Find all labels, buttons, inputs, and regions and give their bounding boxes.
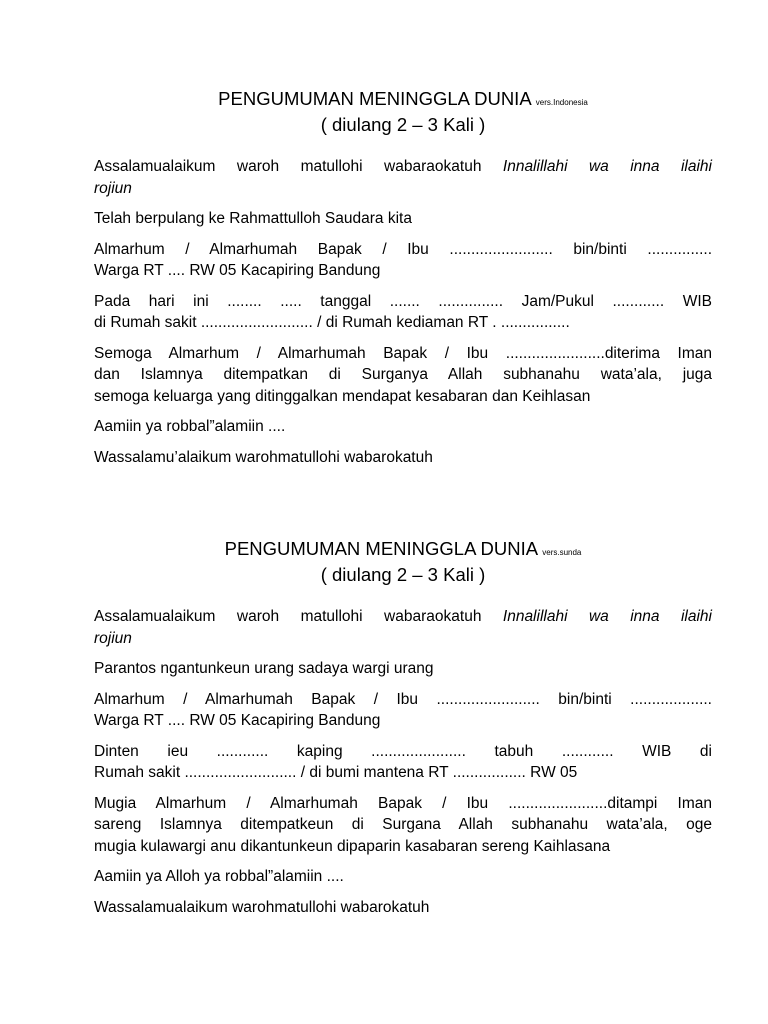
amen-line: Aamiin ya robbal”alamiin ....: [94, 418, 286, 435]
greeting-line-1: [94, 156, 712, 178]
greeting-text: Assalamualaikum waroh matullohi wabaraokatuh: [94, 158, 503, 175]
announcement-indonesia: [94, 88, 712, 477]
deceased-paragraph: [94, 689, 712, 732]
time-place-paragraph: [94, 291, 712, 334]
announcement-title: [94, 538, 712, 564]
prayer-line-1: Semoga Almarhum / Almarhumah Bapak / Ibu .......................diterima Iman: [94, 344, 712, 362]
prayer-line-1: Mugia Almarhum / Almarhumah Bapak / Ibu .......................ditampi Iman: [94, 794, 712, 812]
prayer-line-2: dan Islamnya ditempatkan di Surganya Allah subhanahu wata’ala, juga: [94, 366, 712, 383]
announcement-title: [94, 88, 712, 114]
greeting-italic-end: rojiun: [94, 179, 132, 197]
repeat-note: ( diulang 2 – 3 Kali ): [320, 564, 486, 585]
greeting-paragraph: [94, 606, 712, 649]
deceased-paragraph: [94, 239, 712, 282]
title-text: PENGUMUMAN MENINGGLA DUNIA: [224, 538, 538, 559]
closing-line: Wassalamualaikum warohmatullohi wabarokatuh: [94, 898, 430, 916]
prayer-paragraph: [94, 343, 712, 408]
time-line-2: di Rumah sakit .......................... / di Rumah kediaman RT . ................: [94, 314, 570, 331]
title-text: PENGUMUMAN MENINGGLA DUNIA: [218, 88, 531, 109]
prayer-line-2: sareng Islamnya ditempatkeun di Surgana Allah subhanahu wata’ala, oge: [94, 816, 712, 833]
prayer-line-3: mugia kulawargi anu dikantunkeun dipaparin kasabaran sereng Kaihlasana: [94, 837, 611, 855]
time-line-1: Dinten ieu ............ kaping ...................... tabuh ............ WIB di: [94, 742, 712, 760]
time-line-2: Rumah sakit .......................... / di bumi mantena RT ................. RW 05: [94, 764, 578, 781]
closing-line: Wassalamu’alaikum warohmatullohi wabarokatuh: [94, 448, 433, 466]
amen-line: Aamiin ya Alloh ya robbal”alamiin ....: [94, 868, 344, 885]
announcement-sunda: [94, 538, 712, 927]
greeting-text: Assalamualaikum waroh matullohi wabaraokatuh: [94, 608, 503, 625]
deceased-line-2: Warga RT .... RW 05 Kacapiring Bandung: [94, 712, 381, 729]
greeting-italic: Innalillahi wa inna ilaihi: [502, 608, 712, 625]
passed-away-paragraph: Parantos ngantunkeun urang sadaya wargi urang: [94, 660, 434, 677]
greeting-italic-end: rojiun: [94, 629, 132, 647]
greeting-line-1: [94, 606, 712, 628]
deceased-line-2: Warga RT .... RW 05 Kacapiring Bandung: [94, 262, 381, 279]
repeat-note: ( diulang 2 – 3 Kali ): [320, 114, 486, 135]
greeting-line-2: [94, 178, 712, 200]
deceased-line-1: Almarhum / Almarhumah Bapak / Ibu ........................ bin/binti ...............: [94, 240, 712, 258]
prayer-line-3: semoga keluarga yang ditinggalkan mendapat kesabaran dan Keihlasan: [94, 387, 591, 405]
greeting-line-2: [94, 628, 712, 650]
version-label: vers.sunda: [542, 548, 582, 557]
deceased-line-1: Almarhum / Almarhumah Bapak / Ibu ........................ bin/binti ...................: [94, 690, 712, 708]
time-line-1: Pada hari ini ........ ..... tanggal ....... ............... Jam/Pukul ............ WIB: [94, 292, 712, 310]
greeting-italic: Innalillahi wa inna ilaihi: [502, 158, 712, 175]
time-place-paragraph: [94, 741, 712, 784]
version-label: vers.Indonesia: [535, 98, 588, 107]
greeting-paragraph: [94, 156, 712, 199]
passed-away-paragraph: Telah berpulang ke Rahmattulloh Saudara kita: [94, 210, 412, 227]
prayer-paragraph: [94, 793, 712, 858]
